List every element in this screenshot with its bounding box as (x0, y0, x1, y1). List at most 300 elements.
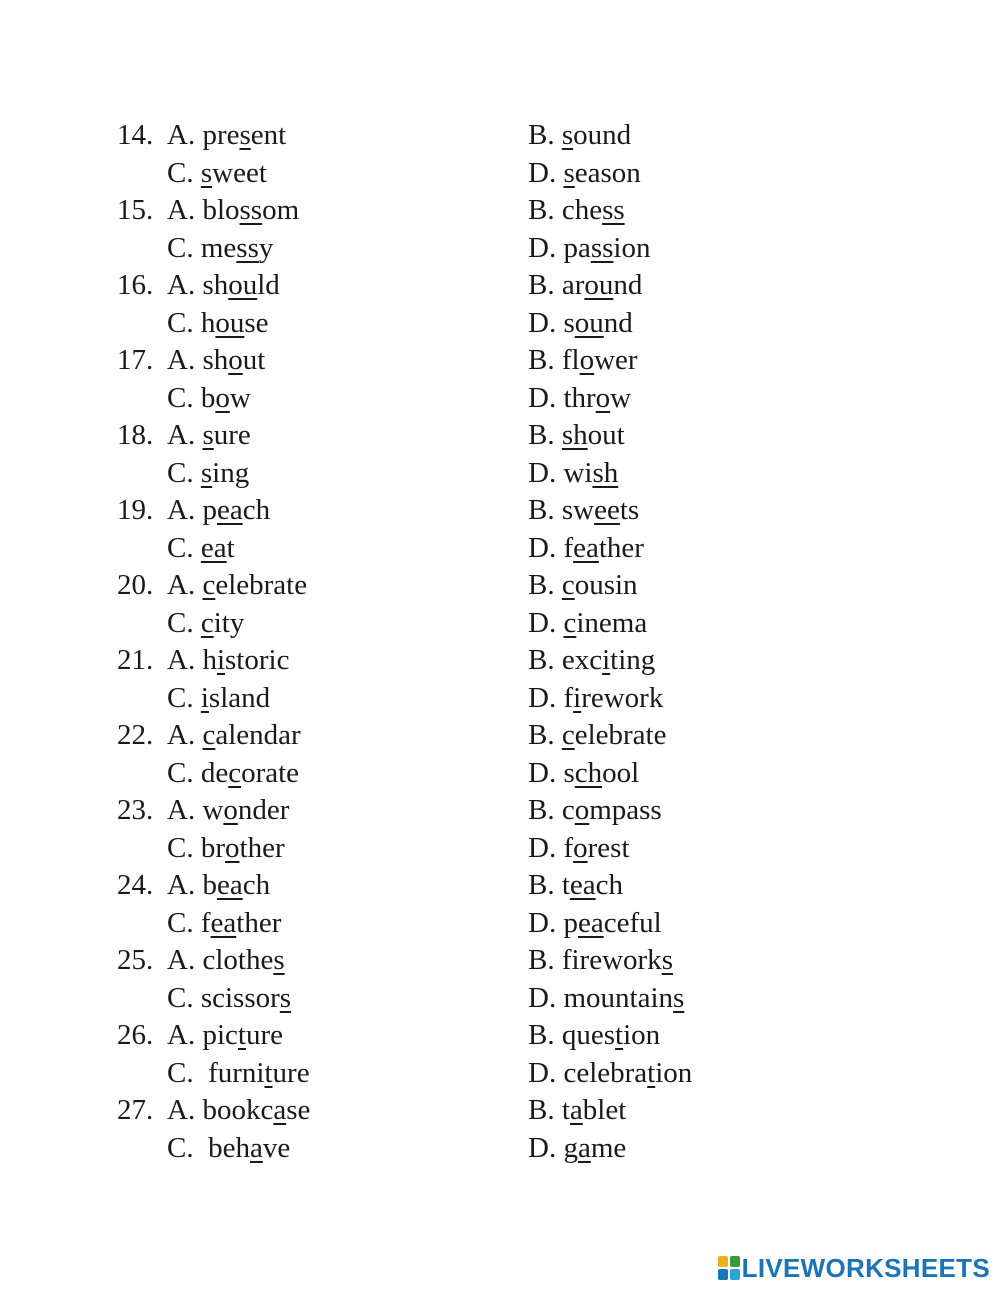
question-number: 23. (117, 794, 154, 826)
option-letter: A. (167, 119, 196, 151)
option-text-post: ure (213, 419, 251, 451)
option-c (167, 755, 299, 793)
question-number: 27. (117, 1094, 154, 1126)
option-underlined-letters: t (237, 1019, 246, 1051)
option-letter: D. (528, 231, 557, 264)
option-c (167, 230, 273, 268)
option-text-post: sland (208, 681, 271, 714)
option-text-post: out (587, 419, 625, 451)
option-text-pre: clothe (202, 944, 274, 976)
option-underlined-letters: c (561, 719, 575, 751)
option-letter: C. (167, 756, 194, 789)
question-row (0, 717, 1000, 755)
option-text-pre: beh (208, 1131, 250, 1164)
question-row (0, 1092, 1000, 1130)
question-row (0, 567, 1000, 605)
option-a (167, 867, 270, 905)
option-underlined-letters: o (223, 794, 238, 826)
option-letter: C. (167, 381, 194, 414)
option-b (528, 1092, 626, 1130)
question-number: 16. (117, 269, 154, 301)
liveworksheets-brand[interactable] (718, 1253, 990, 1283)
option-text-pre: scissor (200, 981, 280, 1014)
option-text-post: nd (603, 306, 633, 339)
option-text-post: ound (573, 119, 632, 151)
question-number: 17. (117, 344, 154, 376)
question-number: 26. (117, 1019, 154, 1051)
option-text-post: elebrate (574, 719, 667, 751)
question-row-continued (0, 680, 1000, 718)
option-underlined-letters: t (615, 1019, 624, 1051)
option-letter: B. (528, 569, 555, 601)
option-c (167, 530, 235, 568)
option-underlined-letters: i (573, 681, 582, 714)
option-underlined-letters: o (595, 381, 611, 414)
option-letter: C. (167, 681, 194, 714)
question-row-continued (0, 1130, 1000, 1168)
option-text-post: om (262, 194, 300, 226)
option-c (167, 155, 267, 193)
option-underlined-letters: ee (594, 494, 620, 526)
option-text-pre: bookc (202, 1094, 274, 1126)
option-text-pre: br (200, 831, 226, 864)
option-letter: C. (167, 231, 194, 264)
question-number: 14. (117, 119, 154, 151)
option-text-post: ion (655, 1056, 693, 1089)
option-underlined-letters: ch (574, 756, 603, 789)
option-a (167, 1092, 310, 1130)
option-d (528, 830, 630, 868)
option-text-post: ut (242, 344, 266, 376)
option-text-pre: che (561, 194, 603, 226)
logo-square (718, 1256, 728, 1267)
option-underlined-letters: s (239, 119, 251, 151)
option-text-post: me (590, 1131, 627, 1164)
option-underlined-letters: o (215, 381, 230, 414)
option-text-post: nd (613, 269, 643, 301)
option-underlined-letters: sh (592, 456, 619, 489)
question-row (0, 192, 1000, 230)
option-underlined-letters: s (202, 419, 214, 451)
option-c (167, 455, 249, 493)
option-c (167, 1055, 310, 1093)
option-letter: D. (528, 156, 557, 189)
option-text-post: ion (623, 1019, 661, 1051)
option-text-post: ing (212, 456, 250, 489)
option-c (167, 305, 269, 343)
option-letter: C. (167, 1056, 201, 1089)
option-underlined-letters: t (647, 1056, 656, 1089)
option-text-pre: c (561, 794, 575, 826)
option-d (528, 1055, 692, 1093)
option-text-post: orate (241, 756, 300, 789)
option-letter: A. (167, 344, 196, 376)
question-row (0, 342, 1000, 380)
option-text-pre: exc (561, 644, 603, 676)
option-text-post: ch (595, 869, 624, 901)
option-underlined-letters: ea (573, 531, 599, 564)
brand-text: LIVEWORKSHEETS (741, 1252, 990, 1283)
option-text-pre: t (561, 1094, 570, 1126)
option-underlined-letters: s (561, 119, 574, 151)
option-letter: A. (167, 1094, 196, 1126)
option-text-pre: celebra (563, 1056, 648, 1089)
option-text-post: ther (239, 831, 285, 864)
option-underlined-letters: o (573, 831, 588, 864)
question-row (0, 942, 1000, 980)
option-text-post: ve (262, 1131, 291, 1164)
question-row-continued (0, 1055, 1000, 1093)
option-letter: B. (528, 419, 555, 451)
option-letter: D. (528, 681, 557, 714)
option-text-pre: b (200, 381, 216, 414)
option-d (528, 380, 631, 418)
option-underlined-letters: ss (602, 194, 625, 226)
option-text-pre: furni (208, 1056, 265, 1089)
option-underlined-letters: a (249, 1131, 263, 1164)
option-underlined-letters: c (561, 569, 575, 601)
option-text-post: eason (574, 156, 641, 189)
option-a (167, 417, 251, 455)
option-b (528, 192, 625, 230)
option-underlined-letters: s (200, 156, 213, 189)
option-letter: A. (167, 944, 196, 976)
option-text-pre: p (202, 494, 217, 526)
question-number: 25. (117, 944, 154, 976)
option-text-post: se (286, 1094, 311, 1126)
option-underlined-letters: c (200, 606, 214, 639)
option-underlined-letters: ea (577, 906, 604, 939)
option-letter: B. (528, 194, 555, 226)
option-text-pre: sh (202, 344, 229, 376)
option-underlined-letters: a (273, 1094, 287, 1126)
option-text-pre: sh (202, 269, 229, 301)
option-text-pre: t (561, 869, 570, 901)
question-list (0, 117, 1000, 1167)
question-row (0, 642, 1000, 680)
option-underlined-letters: s (279, 981, 292, 1014)
option-text-pre: p (563, 906, 578, 939)
option-text-post: ld (257, 269, 280, 301)
option-letter: A. (167, 419, 196, 451)
option-b (528, 1017, 660, 1055)
question-number: 18. (117, 419, 154, 451)
option-text-post: ure (245, 1019, 283, 1051)
logo-square (730, 1269, 740, 1280)
option-b (528, 117, 631, 155)
option-text-post: ting (610, 644, 656, 676)
option-text-pre: ar (561, 269, 585, 301)
option-b (528, 717, 666, 755)
option-underlined-letters: sh (561, 419, 588, 451)
option-c (167, 830, 285, 868)
option-underlined-letters: ea (200, 531, 227, 564)
question-row-continued (0, 455, 1000, 493)
option-text-pre: g (563, 1131, 578, 1164)
question-row (0, 417, 1000, 455)
option-underlined-letters: ss (236, 231, 259, 264)
option-underlined-letters: ou (584, 269, 614, 301)
question-number: 15. (117, 194, 154, 226)
question-row-continued (0, 230, 1000, 268)
option-text-post: storic (225, 644, 290, 676)
option-a (167, 942, 285, 980)
option-a (167, 117, 286, 155)
option-letter: C. (167, 156, 194, 189)
option-underlined-letters: s (200, 456, 213, 489)
option-letter: C. (167, 906, 194, 939)
option-letter: B. (528, 1019, 555, 1051)
option-text-pre: mountain (563, 981, 673, 1014)
option-b (528, 792, 662, 830)
question-row-continued (0, 980, 1000, 1018)
option-letter: B. (528, 1094, 555, 1126)
option-letter: D. (528, 981, 557, 1014)
option-text-pre: b (202, 869, 217, 901)
option-text-pre: f (563, 831, 574, 864)
option-text-post: alendar (215, 719, 301, 751)
question-row (0, 492, 1000, 530)
option-underlined-letters: i (216, 644, 226, 676)
option-letter: A. (167, 269, 196, 301)
option-underlined-letters: ss (239, 194, 263, 226)
option-letter: B. (528, 869, 555, 901)
option-text-post: y (258, 231, 274, 264)
option-underlined-letters: a (577, 1131, 591, 1164)
option-text-post: nder (237, 794, 290, 826)
option-text-pre: fl (561, 344, 580, 376)
option-underlined-letters: i (602, 644, 611, 676)
option-d (528, 680, 663, 718)
option-underlined-letters: a (569, 1094, 583, 1126)
option-letter: A. (167, 719, 196, 751)
option-text-post: w (610, 381, 632, 414)
option-letter: A. (167, 644, 196, 676)
option-text-pre: h (200, 306, 216, 339)
option-underlined-letters: ea (569, 869, 596, 901)
option-letter: D. (528, 531, 557, 564)
option-letter: B. (528, 719, 555, 751)
option-b (528, 492, 639, 530)
option-d (528, 1130, 626, 1168)
option-text-pre: w (202, 794, 224, 826)
option-text-post: rework (581, 681, 664, 714)
option-text-pre: blo (202, 194, 240, 226)
option-letter: B. (528, 494, 555, 526)
question-row-continued (0, 530, 1000, 568)
option-text-post: ts (619, 494, 640, 526)
option-c (167, 605, 244, 643)
option-text-post: ther (598, 531, 644, 564)
option-text-pre: f (563, 681, 574, 714)
logo-square (718, 1269, 728, 1280)
option-underlined-letters: s (673, 981, 685, 1014)
option-underlined-letters: ea (216, 494, 243, 526)
option-b (528, 417, 625, 455)
option-underlined-letters: c (202, 719, 216, 751)
option-letter: A. (167, 794, 196, 826)
option-d (528, 455, 618, 493)
option-letter: B. (528, 344, 555, 376)
option-d (528, 230, 650, 268)
option-letter: C. (167, 531, 194, 564)
option-text-pre: sw (561, 494, 595, 526)
option-underlined-letters: s (661, 944, 673, 976)
option-c (167, 980, 291, 1018)
option-letter: A. (167, 869, 196, 901)
option-underlined-letters: ou (574, 306, 604, 339)
option-letter: C. (167, 1131, 201, 1164)
question-row (0, 117, 1000, 155)
option-text-pre: firework (561, 944, 662, 976)
option-text-pre: s (563, 306, 575, 339)
option-text-pre: pic (202, 1019, 238, 1051)
option-text-post: t (226, 531, 235, 564)
option-text-pre: f (563, 531, 574, 564)
option-text-post: ousin (574, 569, 638, 601)
question-row-continued (0, 830, 1000, 868)
option-underlined-letters: o (228, 344, 243, 376)
option-text-post: blet (582, 1094, 627, 1126)
option-text-pre: me (200, 231, 237, 264)
option-text-post: se (244, 306, 269, 339)
option-underlined-letters: ou (215, 306, 245, 339)
option-letter: D. (528, 831, 557, 864)
option-b (528, 867, 623, 905)
question-number: 19. (117, 494, 154, 526)
question-row (0, 1017, 1000, 1055)
option-a (167, 192, 299, 230)
logo-square (730, 1256, 740, 1267)
question-row-continued (0, 905, 1000, 943)
question-row (0, 792, 1000, 830)
option-underlined-letters: s (273, 944, 285, 976)
option-d (528, 155, 641, 193)
option-a (167, 267, 280, 305)
option-underlined-letters: s (563, 156, 575, 189)
option-a (167, 567, 307, 605)
option-underlined-letters: ea (210, 906, 237, 939)
option-d (528, 755, 639, 793)
option-letter: B. (528, 119, 555, 151)
option-d (528, 605, 647, 643)
option-text-pre: h (202, 644, 217, 676)
question-row-continued (0, 155, 1000, 193)
option-text-post: ther (236, 906, 282, 939)
option-d (528, 905, 662, 943)
option-d (528, 980, 684, 1018)
option-text-post: ch (242, 869, 271, 901)
option-text-pre: pre (202, 119, 240, 151)
option-text-pre: wi (563, 456, 593, 489)
option-letter: C. (167, 606, 194, 639)
question-row-continued (0, 755, 1000, 793)
option-c (167, 905, 281, 943)
option-text-pre: ques (561, 1019, 616, 1051)
option-a (167, 717, 301, 755)
option-letter: D. (528, 306, 557, 339)
option-text-post: ity (213, 606, 245, 639)
question-row-continued (0, 605, 1000, 643)
option-letter: D. (528, 606, 557, 639)
option-text-pre: f (200, 906, 211, 939)
option-letter: A. (167, 494, 196, 526)
option-underlined-letters: i (200, 681, 209, 714)
option-underlined-letters: c (228, 756, 242, 789)
option-text-pre: de (200, 756, 229, 789)
option-letter: A. (167, 194, 196, 226)
option-letter: D. (528, 1131, 557, 1164)
option-letter: D. (528, 906, 557, 939)
option-a (167, 342, 265, 380)
question-number: 24. (117, 869, 154, 901)
option-letter: B. (528, 269, 555, 301)
option-b (528, 642, 655, 680)
option-letter: D. (528, 381, 557, 414)
option-text-pre: thr (563, 381, 596, 414)
question-row (0, 867, 1000, 905)
option-underlined-letters: o (579, 344, 595, 376)
option-text-post: inema (576, 606, 648, 639)
option-b (528, 942, 673, 980)
option-text-post: ure (272, 1056, 310, 1089)
option-underlined-letters: ss (590, 231, 614, 264)
option-underlined-letters: c (563, 606, 577, 639)
option-text-post: weet (212, 156, 267, 189)
option-letter: D. (528, 756, 557, 789)
option-text-post: wer (594, 344, 638, 376)
option-a (167, 642, 289, 680)
option-a (167, 792, 289, 830)
liveworksheets-logo-icon (718, 1256, 740, 1280)
option-underlined-letters: o (574, 794, 590, 826)
question-row-continued (0, 305, 1000, 343)
option-letter: D. (528, 456, 557, 489)
option-c (167, 380, 251, 418)
option-c (167, 1130, 290, 1168)
question-number: 21. (117, 644, 154, 676)
option-letter: D. (528, 1056, 557, 1089)
option-text-pre: pa (563, 231, 591, 264)
option-letter: B. (528, 644, 555, 676)
option-b (528, 567, 638, 605)
option-letter: C. (167, 456, 194, 489)
option-b (528, 342, 638, 380)
question-row-continued (0, 380, 1000, 418)
option-a (167, 1017, 283, 1055)
option-underlined-letters: c (202, 569, 216, 601)
option-underlined-letters: o (225, 831, 240, 864)
question-number: 20. (117, 569, 154, 601)
option-text-post: ent (250, 119, 287, 151)
option-text-post: rest (587, 831, 630, 864)
option-letter: B. (528, 794, 555, 826)
option-letter: C. (167, 831, 194, 864)
option-letter: A. (167, 1019, 196, 1051)
option-letter: A. (167, 569, 196, 601)
question-row (0, 267, 1000, 305)
option-d (528, 530, 644, 568)
option-d (528, 305, 633, 343)
option-text-post: ch (242, 494, 271, 526)
option-b (528, 267, 642, 305)
option-text-post: elebrate (215, 569, 308, 601)
question-number: 22. (117, 719, 154, 751)
option-c (167, 680, 270, 718)
option-underlined-letters: t (264, 1056, 273, 1089)
option-letter: B. (528, 944, 555, 976)
option-text-post: ool (602, 756, 640, 789)
